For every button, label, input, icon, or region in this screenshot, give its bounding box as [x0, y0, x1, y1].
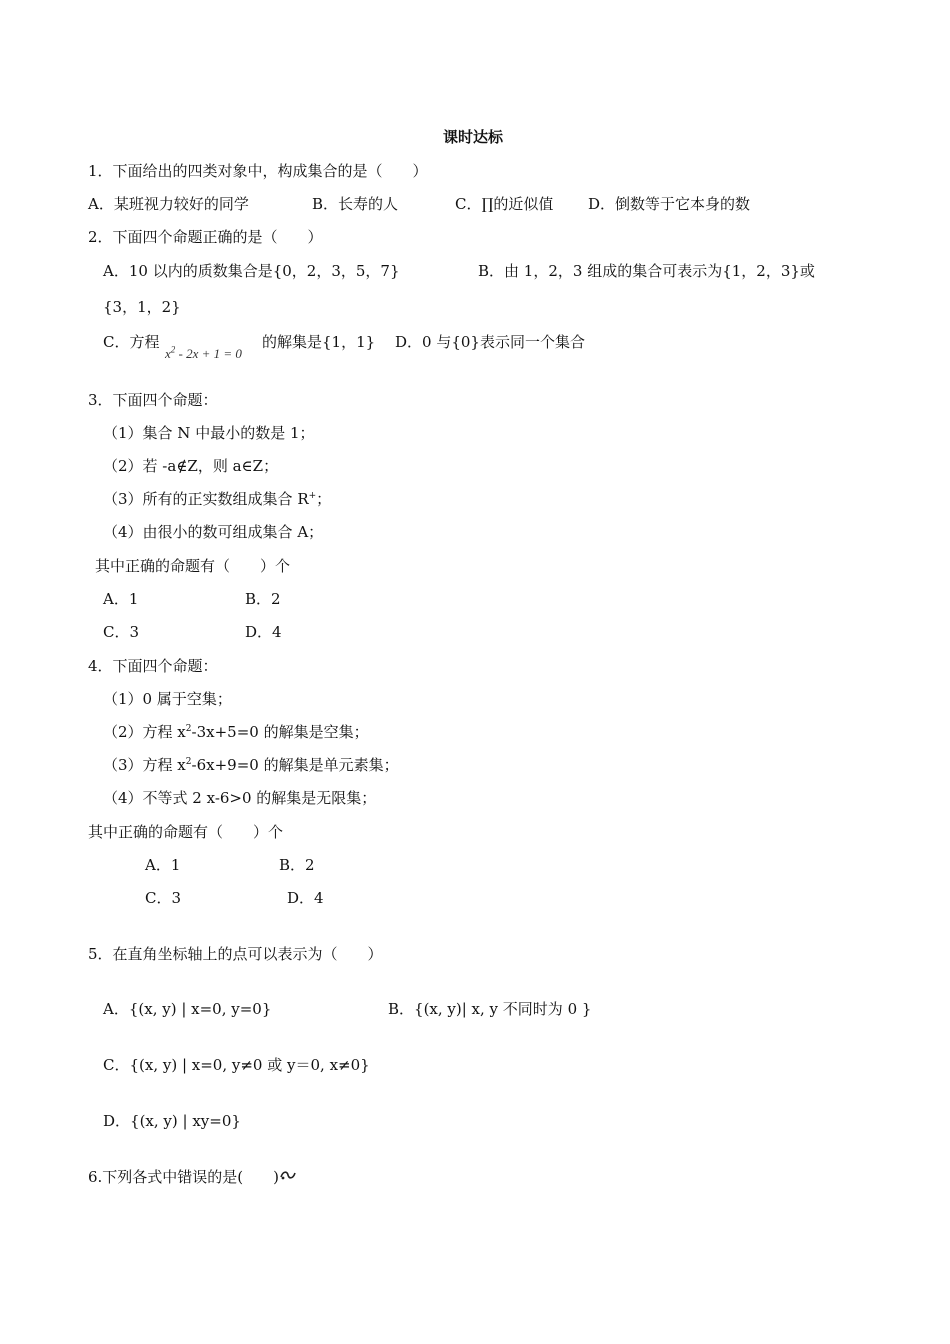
q3-proposition-3: （3）所有的正实数组成集合 R+；: [103, 490, 332, 508]
q2-option-b-line1: B．由 1，2，3 组成的集合可表示为{1，2，3}或: [478, 262, 815, 280]
q1-option-a: A．某班视力较好的同学: [88, 195, 249, 213]
q1-option-b: B．长寿的人: [312, 195, 399, 213]
q4-option-a: A．1: [145, 856, 181, 874]
q5-option-a: A．{(x, y) | x=0, y=0}: [103, 1000, 272, 1018]
q3-option-d: D．4: [245, 623, 282, 641]
q1-stem: 1．下面给出的四类对象中，构成集合的是（ ）: [88, 162, 428, 180]
q2-option-c-prefix: C．方程: [103, 333, 160, 351]
q3-option-c: C．3: [103, 623, 140, 641]
scroll-mark-icon: [279, 1168, 297, 1188]
q2-option-b-line2: {3，1，2}: [103, 298, 181, 316]
q4-option-b: B．2: [279, 856, 315, 874]
q4-option-d: D．4: [287, 889, 324, 907]
q5-option-c: C．{(x, y) | x=0, y≠0 或 y＝0, x≠0}: [103, 1056, 370, 1074]
q3-stem: 3．下面四个命题：: [88, 391, 218, 409]
q3-proposition-1: （1）集合 N 中最小的数是 1；: [103, 424, 315, 442]
q4-option-c: C．3: [145, 889, 182, 907]
q1-option-c: C．∏的近似值: [455, 195, 554, 213]
q1-option-d: D．倒数等于它本身的数: [588, 195, 751, 213]
q2-option-a: A．10 以内的质数集合是{0，2，3，5，7}: [103, 262, 400, 280]
q3-question: 其中正确的命题有（ ）个: [95, 557, 291, 575]
q4-proposition-1: （1）0 属于空集；: [103, 690, 232, 708]
q4-proposition-3: （3）方程 $x^2-6x+9=0$ 的解集是单元素集；: [103, 756, 399, 774]
q2-stem: 2．下面四个命题正确的是（ ）: [88, 228, 323, 246]
q6-stem: 6.下列各式中错误的是( ): [88, 1167, 297, 1188]
page-title: 课时达标: [443, 128, 504, 146]
q3-option-b: B．2: [245, 590, 281, 608]
q3-proposition-4: （4）由很小的数可组成集合 A；: [103, 523, 324, 541]
q3-proposition-2: （2）若 -a∉Z，则 a∈Z；: [103, 457, 279, 475]
q4-proposition-4: （4）不等式 2 x-6>0 的解集是无限集；: [103, 789, 377, 807]
q2-option-d: D．0 与{0}表示同一个集合: [395, 333, 585, 351]
q2-option-c-suffix: 的解集是{1，1}: [262, 333, 376, 351]
q5-option-b: B．{(x, y)| x, y 不同时为 0 }: [388, 1000, 592, 1018]
q4-question: 其中正确的命题有（ ）个: [88, 823, 284, 841]
q4-proposition-2: （2）方程 $x^2-3x+5=0$ 的解集是空集；: [103, 723, 369, 741]
q2-option-c-equation: $x^2 - 2x + 1 = 0$: [165, 344, 242, 361]
q3-option-a: A．1: [103, 590, 139, 608]
q4-stem: 4．下面四个命题：: [88, 657, 218, 675]
q5-stem: 5．在直角坐标轴上的点可以表示为（ ）: [88, 945, 383, 963]
q5-option-d: D．{(x, y) | xy=0}: [103, 1112, 241, 1130]
